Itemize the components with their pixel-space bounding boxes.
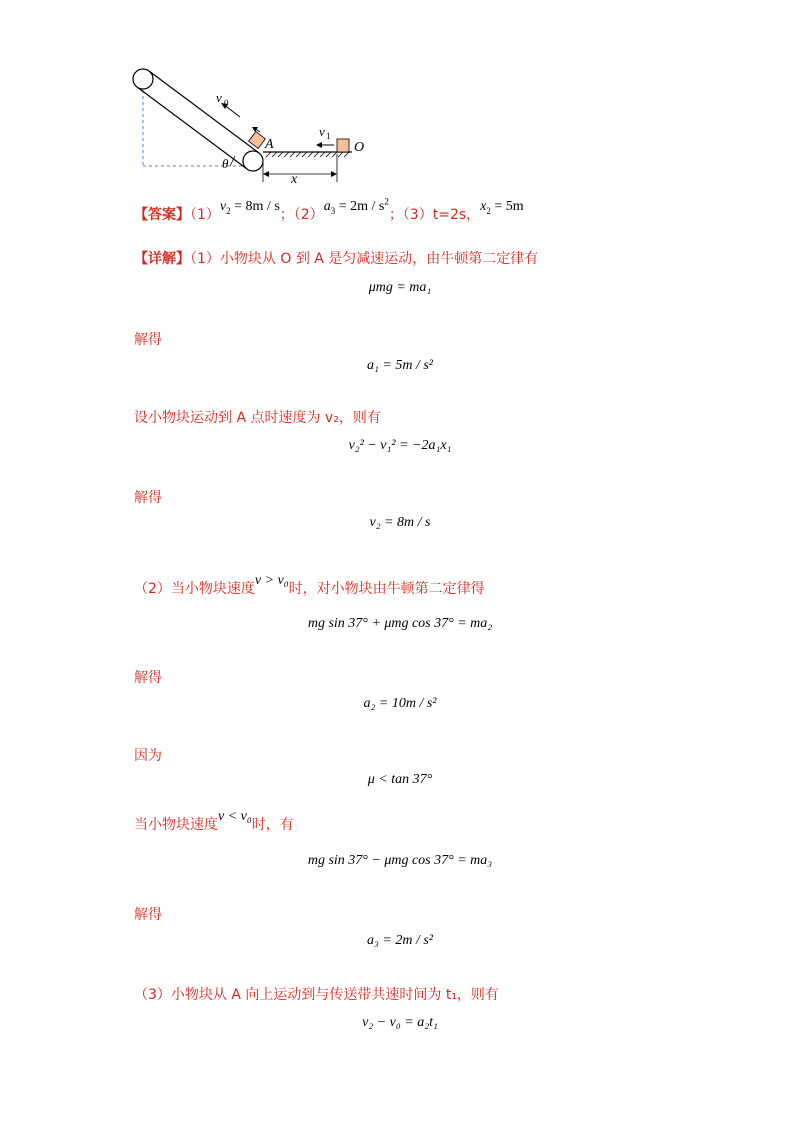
when-condition: v < v₀ [218, 809, 252, 824]
x-dim-arrow-right [331, 171, 337, 177]
equation-c: v₂² − v₁² = −2a₁x₁ [348, 438, 452, 453]
part2-text-a: （2）当小物块速度 [134, 581, 255, 597]
block-o [337, 139, 349, 152]
set-v2-line: 设小物块运动到 A 点时速度为 v₂，则有 [134, 410, 381, 426]
conveyor-diagram [120, 60, 380, 190]
ground-hatch [266, 152, 349, 157]
answer-sep1: ；（2） [279, 207, 324, 223]
detail-intro-line [134, 248, 538, 268]
equation-j: v₂ − v₀ = a₂t₁ [362, 1015, 438, 1030]
v1-label-sub: 1 [326, 131, 331, 141]
answer-eq1: $v_2 = 8m / s$ [219, 199, 280, 216]
equation-i: a₃ = 2m / s² [367, 933, 433, 948]
answer-eq3: $x_2 = 5m$ [480, 199, 524, 216]
v0-label: v [216, 90, 222, 105]
when-line [134, 809, 294, 834]
answer-tag: 【答案】 [134, 207, 190, 223]
equation-d: v₂ = 8m / s [369, 515, 431, 530]
equation-f: a₂ = 10m / s² [363, 696, 437, 711]
answer-t: t=2s， [432, 207, 481, 223]
equation-b: a₁ = 5m / s² [367, 358, 433, 373]
part3-line: （3）小物块从 A 向上运动到与传送带共速时间为 t₁，则有 [134, 987, 499, 1003]
answer-part1: （1） [190, 207, 220, 223]
v0-label-sub: 0 [224, 98, 229, 108]
equation-g: μ < tan 37° [367, 772, 433, 787]
part2-line [134, 573, 485, 598]
bottom-pulley [243, 151, 263, 171]
because-label: 因为 [134, 748, 162, 764]
label-a: A [265, 137, 274, 152]
x-label: x [291, 172, 298, 187]
when-text-a: 当小物块速度 [134, 817, 218, 833]
part2-condition: v > v₀ [254, 573, 289, 588]
solve-label-2: 解得 [134, 490, 162, 506]
block-a [249, 132, 266, 149]
equation-a: μmg = ma₁ [368, 280, 432, 295]
x-dim-arrow-left [263, 171, 269, 177]
equation-h: mg sin 37° − μmg cos 37° = ma₃ [307, 853, 493, 868]
detail-tag: 【详解】 [134, 251, 190, 267]
answer-sep2: ；（3） [388, 207, 433, 223]
belt-upper-edge [149, 71, 259, 153]
belt-lower-edge [137, 87, 247, 169]
answer-eq2: $a_3 = 2m / s^2$ [323, 196, 389, 216]
solve-label-3: 解得 [134, 670, 162, 686]
v1-label: v [319, 124, 325, 139]
when-text-b: 时，有 [251, 817, 294, 833]
detail-intro: （1）小物块从 O 到 A 是匀减速运动，由牛顿第二定律有 [190, 251, 539, 267]
v1-arrow-head [316, 142, 322, 148]
label-o: O [354, 140, 365, 155]
answer-line [134, 196, 524, 225]
top-pulley [133, 69, 153, 89]
equation-e: mg sin 37° + μmg cos 37° = ma₂ [307, 616, 493, 631]
part2-text-b: 时，对小物块由牛顿第二定律得 [288, 581, 485, 597]
solve-label-1: 解得 [134, 332, 162, 348]
solve-label-4: 解得 [134, 907, 162, 923]
theta-label: θ [222, 156, 229, 171]
